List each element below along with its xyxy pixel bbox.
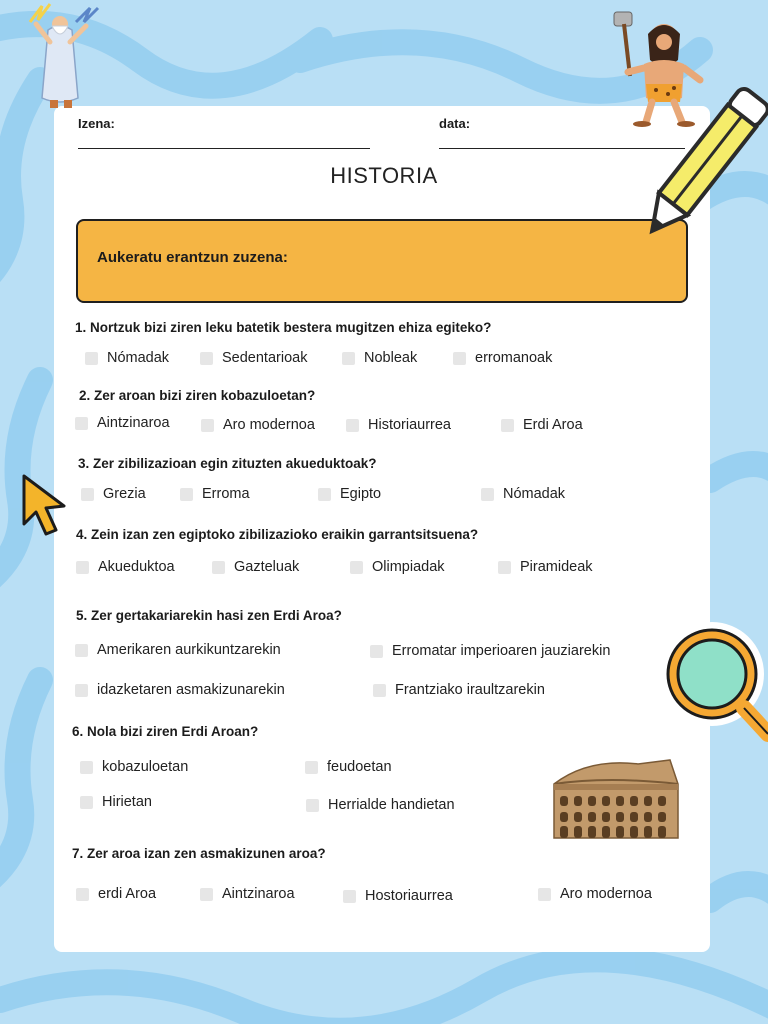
question-5: 5. Zer gertakariarekin hasi zen Erdi Aroa?: [76, 608, 342, 623]
magnifying-glass-icon: [656, 616, 768, 746]
date-label: data:: [439, 116, 471, 131]
checkbox[interactable]: [76, 888, 89, 901]
q3-option-3[interactable]: Egipto: [318, 486, 381, 502]
q1-option-2[interactable]: Sedentarioak: [200, 350, 307, 366]
checkbox[interactable]: [538, 888, 551, 901]
checkbox[interactable]: [85, 352, 98, 365]
checkbox[interactable]: [481, 488, 494, 501]
q2-option-2[interactable]: Aro modernoa: [201, 417, 315, 433]
name-input-line[interactable]: [78, 148, 370, 149]
question-2: 2. Zer aroan bizi ziren kobazuloetan?: [79, 388, 316, 403]
question-4: 4. Zein izan zen egiptoko zibilizazioko eraikin garrantsitsuena?: [76, 527, 479, 542]
colosseum-illustration: [548, 754, 686, 842]
q7-option-3[interactable]: Hostoriaurrea: [343, 888, 453, 904]
q7-option-2[interactable]: Aintzinaroa: [200, 886, 295, 902]
checkbox[interactable]: [370, 645, 383, 658]
checkbox[interactable]: [180, 488, 193, 501]
checkbox[interactable]: [306, 799, 319, 812]
instructions-text: Aukeratu erantzun zuzena:: [97, 249, 288, 266]
checkbox[interactable]: [200, 888, 213, 901]
question-7: 7. Zer aroa izan zen asmakizunen aroa?: [72, 846, 326, 861]
q6-option-1[interactable]: kobazuloetan: [80, 759, 188, 775]
checkbox[interactable]: [81, 488, 94, 501]
name-label: Izena:: [78, 116, 115, 131]
q3-option-1[interactable]: Grezia: [81, 486, 146, 502]
checkbox[interactable]: [200, 352, 213, 365]
checkbox[interactable]: [373, 684, 386, 697]
cursor-arrow-icon: [18, 470, 70, 540]
checkbox[interactable]: [498, 561, 511, 574]
checkbox[interactable]: [343, 890, 356, 903]
q2-option-4[interactable]: Erdi Aroa: [501, 417, 583, 433]
q5-option-1[interactable]: Amerikaren aurkikuntzarekin: [75, 642, 281, 658]
checkbox[interactable]: [75, 644, 88, 657]
q4-option-3[interactable]: Olimpiadak: [350, 559, 445, 575]
question-6: 6. Nola bizi ziren Erdi Aroan?: [72, 724, 259, 739]
checkbox[interactable]: [76, 561, 89, 574]
q6-option-3[interactable]: Hirietan: [80, 794, 152, 810]
q5-option-4[interactable]: Frantziako iraultzarekin: [373, 682, 545, 698]
q7-option-4[interactable]: Aro modernoa: [538, 886, 652, 902]
checkbox[interactable]: [201, 419, 214, 432]
q2-option-1[interactable]: Aintzinaroa: [75, 415, 170, 431]
q6-option-2[interactable]: feudoetan: [305, 759, 392, 775]
checkbox[interactable]: [318, 488, 331, 501]
zeus-illustration: [20, 2, 102, 112]
page-title: HISTORIA: [330, 163, 438, 188]
checkbox[interactable]: [80, 796, 93, 809]
checkbox[interactable]: [80, 761, 93, 774]
q3-option-2[interactable]: Erroma: [180, 486, 250, 502]
checkbox[interactable]: [501, 419, 514, 432]
checkbox[interactable]: [75, 417, 88, 430]
checkbox[interactable]: [305, 761, 318, 774]
checkbox[interactable]: [212, 561, 225, 574]
checkbox[interactable]: [342, 352, 355, 365]
question-1: 1. Nortzuk bizi ziren leku batetik bestera mugitzen ehiza egiteko?: [75, 320, 492, 335]
pencil-icon: [636, 84, 768, 250]
checkbox[interactable]: [75, 684, 88, 697]
q6-option-4[interactable]: Herrialde handietan: [306, 797, 455, 813]
q1-option-1[interactable]: Nómadak: [85, 350, 169, 366]
q1-option-4[interactable]: erromanoak: [453, 350, 552, 366]
q4-option-1[interactable]: Akueduktoa: [76, 559, 175, 575]
q4-option-4[interactable]: Piramideak: [498, 559, 593, 575]
checkbox[interactable]: [350, 561, 363, 574]
question-3: 3. Zer zibilizazioan egin zituzten akueduktoak?: [78, 456, 377, 471]
q5-option-2[interactable]: Erromatar imperioaren jauziarekin: [370, 643, 610, 659]
checkbox[interactable]: [453, 352, 466, 365]
q4-option-2[interactable]: Gazteluak: [212, 559, 299, 575]
q5-option-3[interactable]: idazketaren asmakizunarekin: [75, 682, 285, 698]
q3-option-4[interactable]: Nómadak: [481, 486, 565, 502]
q2-option-3[interactable]: Historiaurrea: [346, 417, 451, 433]
instructions-banner: [76, 219, 688, 303]
checkbox[interactable]: [346, 419, 359, 432]
q1-option-3[interactable]: Nobleak: [342, 350, 417, 366]
q7-option-1[interactable]: erdi Aroa: [76, 886, 156, 902]
